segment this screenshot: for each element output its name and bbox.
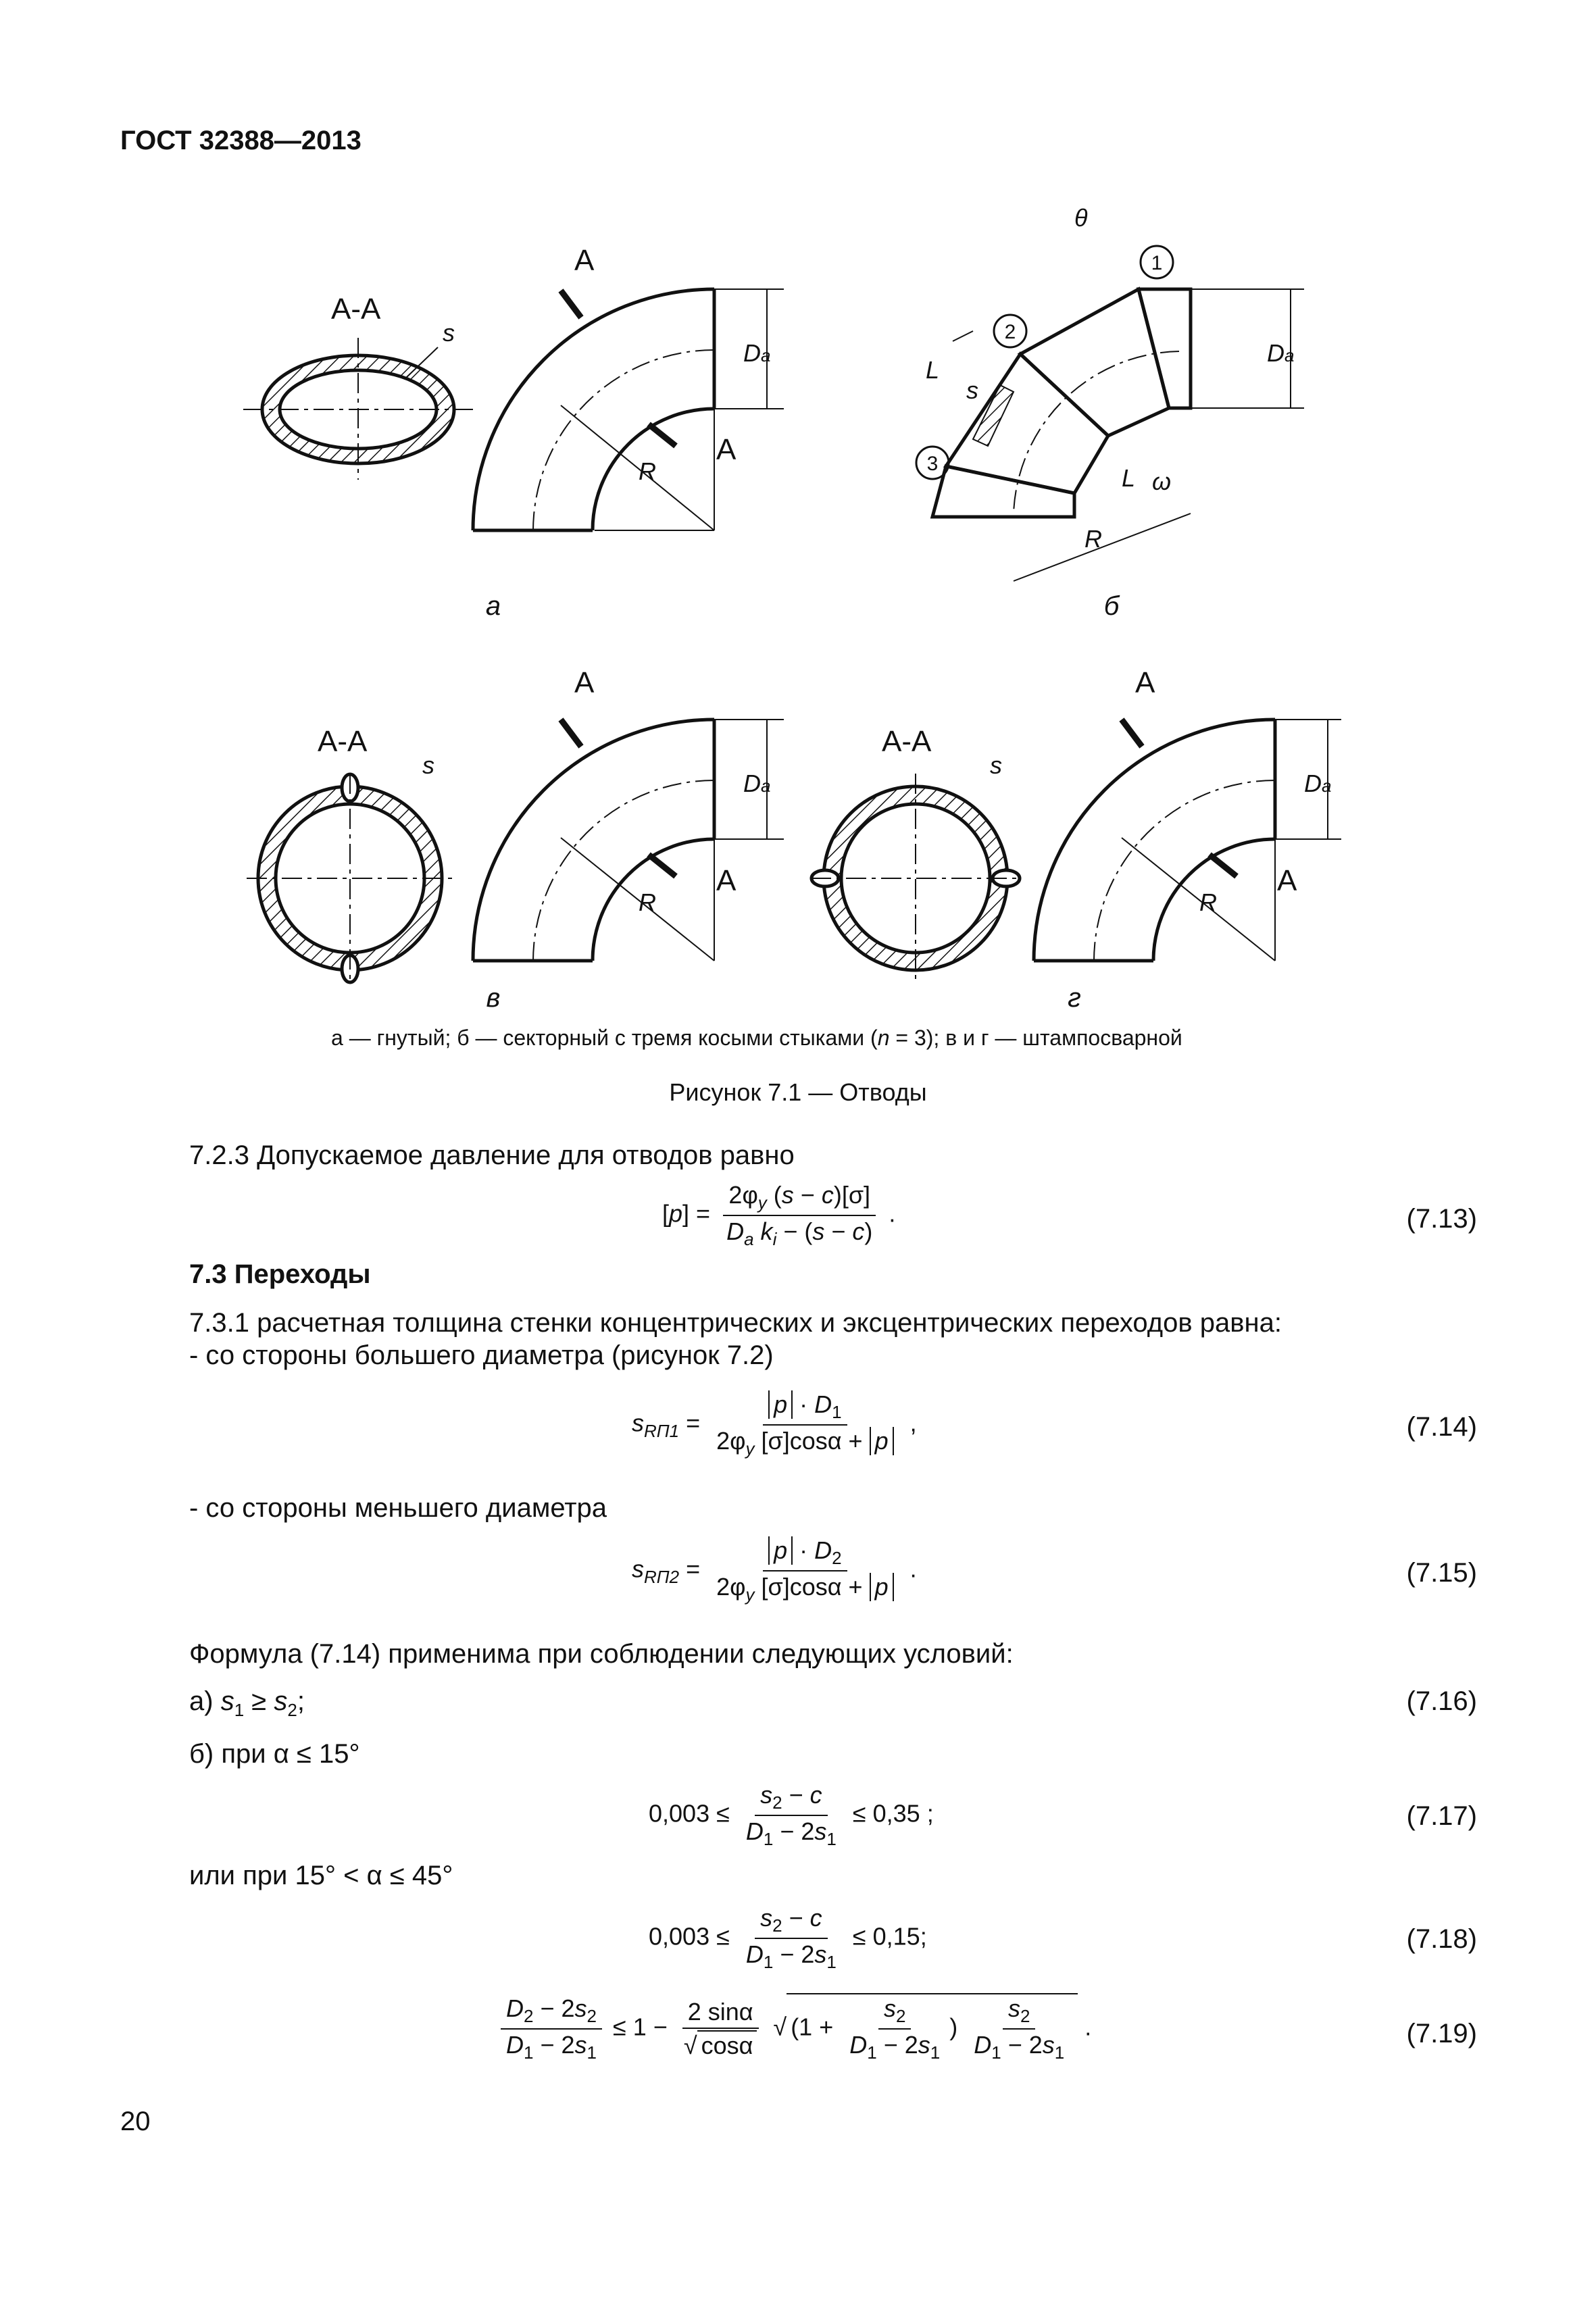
formula-7-14: $s_{RП1}$ = $\frac{p \cdot D_1}{2\varphi_y [\sigma]\cos\alpha + p}$ , [632,1390,917,1459]
bend-a [473,289,784,530]
label-cut-a2: А [716,433,737,466]
para-7-3-1: 7.3.1 расчетная толщина стенки концентрических и эксцентрических переходов равна: [189,1308,1282,1338]
eq-num-7-14: (7.14) [1406,1412,1477,1442]
page-number: 20 [120,2107,151,2136]
label-l-b1: L [926,356,940,384]
formula-7-18: 0,003 ≤ $\frac{s_2 - c}{D_1 - 2s_1}$ ≤ 0,15; [649,1904,927,1973]
cond-or: или при 15° < α ≤ 45° [189,1861,453,1890]
section-v-round [247,774,454,983]
label-cut-v2: А [716,864,737,897]
label-s-g: s [990,751,1002,779]
label-cut-v1: А [574,666,595,699]
eq-num-7-13: (7.13) [1406,1204,1477,1234]
label-sector-3: 3 [926,453,939,475]
label-r-g: R [1199,888,1217,916]
label-cut-a1: А [574,244,595,277]
label-cut-g1: А [1135,666,1155,699]
section-a-oval [243,338,473,480]
formula-7-19: $\frac{D_2 - 2s_2}{D_1 - 2s_1}$ ≤ 1 − $\frac{2 \sin\alpha}{√ \cos\alpha}$ √ (1 + $\frac{s_2}{D_1 - 2s_1}$ ) $\frac{s_2}{D_1 - 2s_1}$ . [497,1993,1091,2063]
label-s-v: s [422,751,434,779]
section-g-round [811,774,1020,983]
label-da-b: Da [1267,339,1295,367]
label-cut-g2: А [1277,864,1297,897]
label-da-g: Da [1304,770,1332,797]
label-section-v: А-А [318,725,368,758]
para-big-side: - со стороны большего диаметра (рисунок 7.2) [189,1340,774,1370]
cond-a: а) $s_1 \ge s_2$; [189,1686,305,1720]
figure-7-1 [0,0,1596,1054]
sublabel-g: г [1068,983,1081,1013]
eq-num-7-19: (7.19) [1406,2019,1477,2048]
label-r-v: R [639,888,656,916]
label-s-b: s [966,376,978,404]
eq-num-7-18: (7.18) [1406,1924,1477,1954]
document-header: ГОСТ 32388—2013 [120,126,361,155]
label-s-a: s [443,319,455,347]
bend-g [1034,720,1341,961]
label-theta: θ [1074,204,1088,232]
figure-title: Рисунок 7.1 — Отводы [669,1078,927,1106]
label-da-a: Da [743,339,771,367]
sublabel-b: б [1103,591,1120,621]
eq-num-7-16: (7.16) [1406,1686,1477,1716]
para-conditions: Формула (7.14) применима при соблюдении следующих условий: [189,1639,1014,1669]
label-da-v: Da [743,770,771,797]
para-7-2-3: 7.2.3 Допускаемое давление для отводов равно [189,1140,795,1170]
label-l-b2: L [1122,464,1136,492]
label-omega: ω [1152,468,1172,495]
cond-b: б) при α ≤ 15° [189,1739,360,1769]
formula-7-15: $s_{RП2}$ = $\frac{p \cdot D_2}{2\varphi_y [\sigma]\cos\alpha + p}$ . [632,1536,917,1605]
para-small-side: - со стороны меньшего диаметра [189,1493,607,1523]
label-sector-1: 1 [1151,252,1163,274]
label-r-a: R [639,457,656,485]
figure-caption: а — гнутый; б — секторный с тремя косыми стыками (n = 3); в и г — штампосварной [331,1026,1182,1050]
section-7-3-title: 7.3 Переходы [189,1259,371,1289]
eq-num-7-17: (7.17) [1406,1801,1477,1831]
bend-b-sectored [932,289,1304,581]
label-r-b: R [1084,525,1102,553]
label-section-a: А-А [331,293,381,326]
formula-7-13: [p] = $\frac{2\varphi_y (s - c)[\sigma]}{D_a k_i - (s - c)}$ . [662,1181,896,1250]
eq-num-7-15: (7.15) [1406,1558,1477,1588]
sublabel-v: в [486,983,501,1013]
bend-v [473,720,784,961]
label-section-g: А-А [882,725,932,758]
formula-7-17: 0,003 ≤ $\frac{s_2 - c}{D_1 - 2s_1}$ ≤ 0,35 ; [649,1781,934,1850]
sublabel-a: а [485,591,501,621]
label-sector-2: 2 [1004,321,1016,343]
